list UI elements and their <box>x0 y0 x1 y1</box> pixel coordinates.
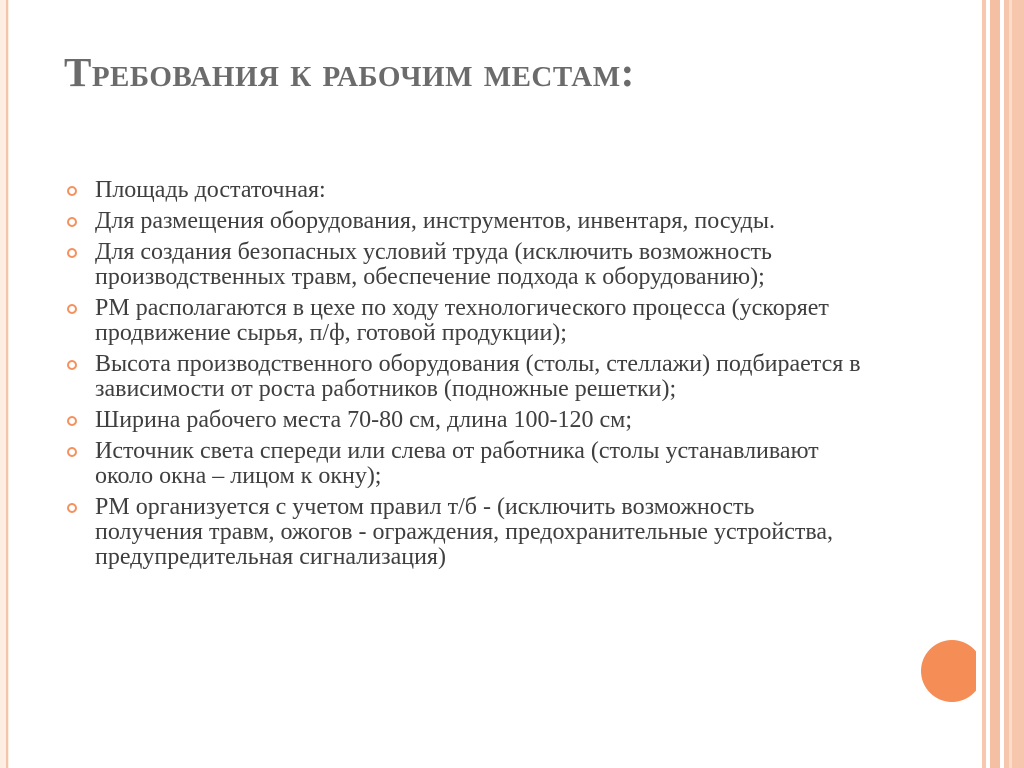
bullet-item <box>65 178 865 203</box>
right-decorative-stripes <box>976 0 1024 768</box>
bullet-list <box>65 178 865 576</box>
slide-title: Требования к рабочим местам: <box>64 49 635 95</box>
bullet-text: Для создания безопасных условий труда (исключить возможность производственных травм, обеспечение подхода к оборудованию); <box>95 239 772 290</box>
ring-bullet-icon <box>67 248 77 258</box>
bullet-item <box>65 240 865 290</box>
bullet-text: РМ располагаются в цехе по ходу технологического процесса (ускоряет продвижение сырья, п/ф, готовой продукции); <box>95 295 829 346</box>
stripe <box>1004 0 1024 768</box>
bullet-text: Ширина рабочего места 70-80 см, длина 100-120 см; <box>95 407 632 433</box>
ring-bullet-icon <box>67 360 77 370</box>
stripe <box>982 0 986 768</box>
left-border-line <box>6 0 8 768</box>
bullet-text: Для размещения оборудования, инструментов, инвентаря, посуды. <box>95 208 775 234</box>
bullet-item <box>65 296 865 346</box>
ring-bullet-icon <box>67 186 77 196</box>
bullet-text: РМ организуется с учетом правил т/б - (исключить возможность получения травм, ожогов - ограждения, предохранительные устройства, предупредительная сигнализация) <box>95 494 834 570</box>
bullet-item <box>65 209 865 234</box>
bullet-text: Источник света спереди или слева от работника (столы устанавливают около окна – лицом к окну); <box>95 438 819 489</box>
orange-circle-icon <box>921 640 983 702</box>
ring-bullet-icon <box>67 217 77 227</box>
bullet-item <box>65 408 865 433</box>
stripe <box>1009 0 1012 768</box>
bullet-text: Площадь достаточная: <box>95 177 326 203</box>
stripe <box>990 0 1000 768</box>
bullet-item <box>65 495 865 570</box>
bullet-item <box>65 439 865 489</box>
ring-bullet-icon <box>67 447 77 457</box>
ring-bullet-icon <box>67 416 77 426</box>
slide-canvas <box>9 0 976 768</box>
bullet-item <box>65 352 865 402</box>
ring-bullet-icon <box>67 304 77 314</box>
ring-bullet-icon <box>67 503 77 513</box>
bullet-text: Высота производственного оборудования (столы, стеллажи) подбирается в зависимости от роста работников (подножные решетки); <box>95 351 861 402</box>
